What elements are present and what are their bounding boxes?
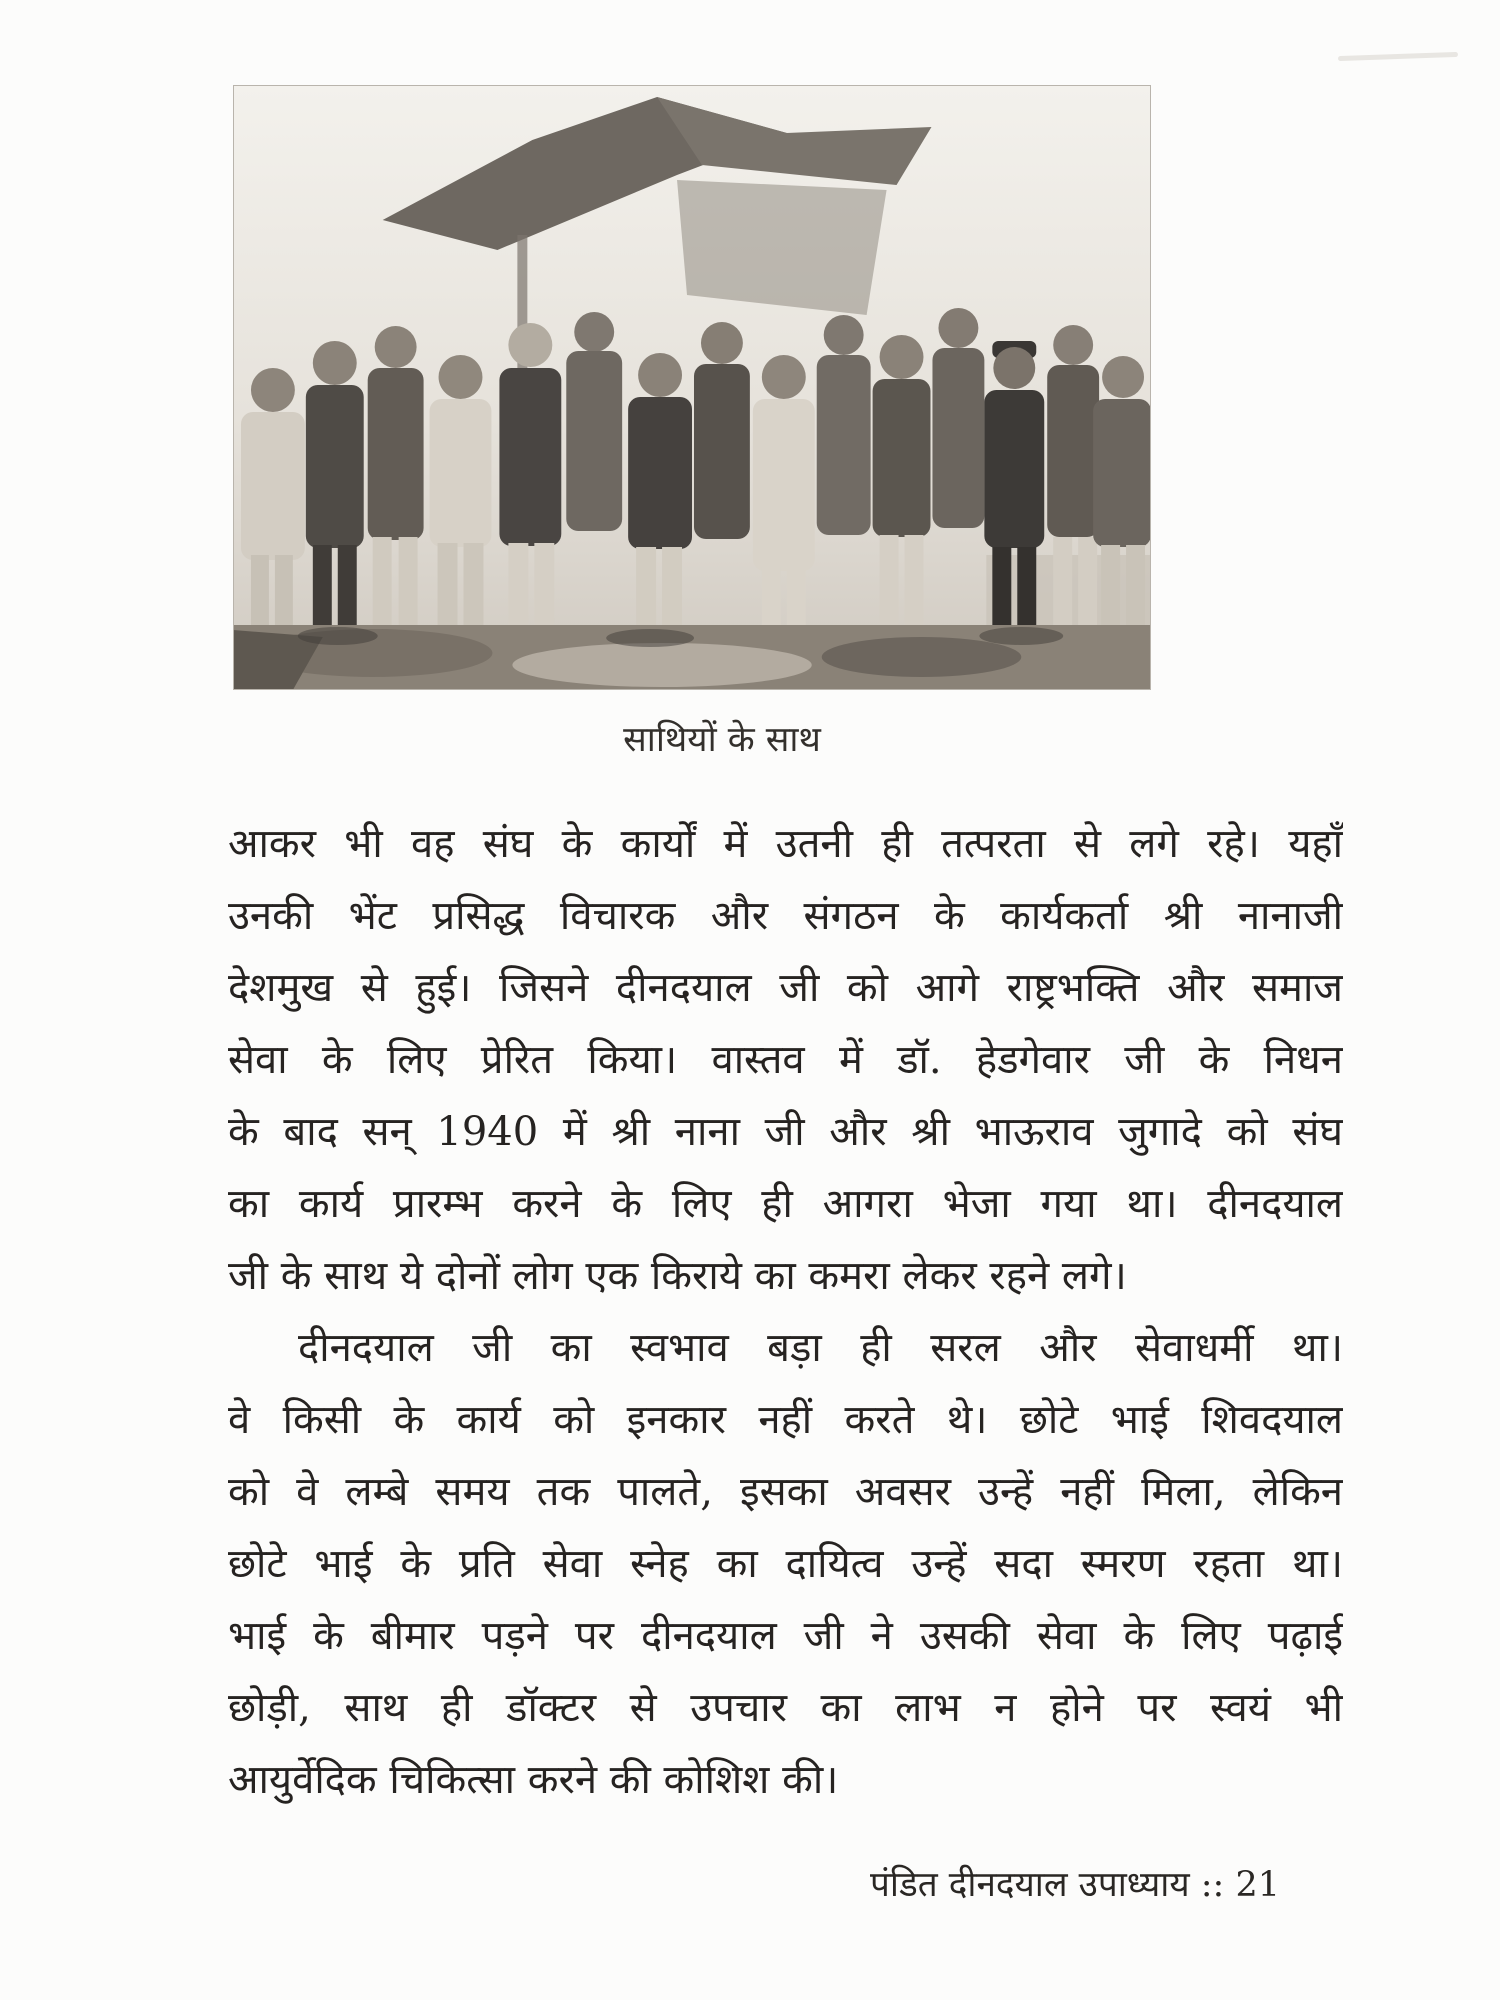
body-line: छोटे भाई के प्रति सेवा स्नेह का दायित्व उन्हें सदा स्मरण रहता था। (228, 1541, 1343, 1587)
body-text (228, 808, 1343, 1816)
body-line: को वे लम्बे समय तक पालते, इसका अवसर उन्हें नहीं मिला, लेकिन (228, 1469, 1343, 1515)
page-footer-running-title: पंडित दीनदयाल उपाध्याय :: 21 (870, 1865, 1280, 1905)
body-line: आयुर्वेदिक चिकित्सा करने की कोशिश की। (228, 1757, 839, 1803)
body-line: के बाद सन् 1940 में श्री नाना जी और श्री भाऊराव जुगादे को संघ (228, 1109, 1343, 1155)
body-line: सेवा के लिए प्रेरित किया। वास्तव में डॉ. हेडगेवार जी के निधन (228, 1037, 1343, 1083)
body-line: देशमुख से हुई। जिसने दीनदयाल जी को आगे राष्ट्रभक्ति और समाज (228, 965, 1343, 1011)
group-photo (233, 85, 1151, 690)
body-line: आकर भी वह संघ के कार्यों में उतनी ही तत्परता से लगे रहे। यहाँ (228, 821, 1343, 867)
group-photo-illustration (233, 85, 1151, 690)
body-line: वे किसी के कार्य को इनकार नहीं करते थे। छोटे भाई शिवदयाल (228, 1397, 1343, 1443)
body-line: उनकी भेंट प्रसिद्ध विचारक और संगठन के कार्यकर्ता श्री नानाजी (228, 893, 1343, 939)
body-line: दीनदयाल जी का स्वभाव बड़ा ही सरल और सेवाधर्मी था। (298, 1325, 1343, 1371)
scan-artifact (1338, 52, 1458, 61)
body-line: जी के साथ ये दोनों लोग एक किराये का कमरा लेकर रहने लगे। (228, 1253, 1127, 1299)
body-line: भाई के बीमार पड़ने पर दीनदयाल जी ने उसकी सेवा के लिए पढ़ाई (228, 1613, 1343, 1659)
body-line: का कार्य प्रारम्भ करने के लिए ही आगरा भेजा गया था। दीनदयाल (228, 1181, 1343, 1227)
body-line: छोड़ी, साथ ही डॉक्टर से उपचार का लाभ न होने पर स्वयं भी (228, 1685, 1343, 1731)
photo-caption: साथियों के साथ (623, 720, 821, 760)
